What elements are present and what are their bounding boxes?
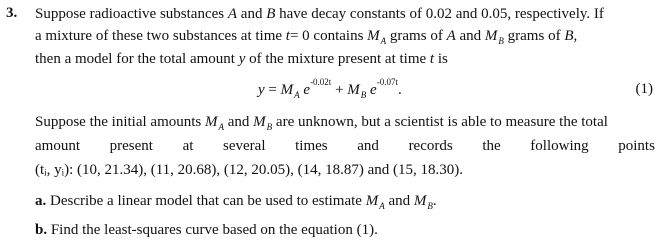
eq-m-a: M	[280, 82, 294, 98]
pa-sub-b: B	[427, 201, 433, 211]
problem-line-2	[35, 27, 577, 46]
time-var: t	[285, 28, 290, 44]
substance-a: A	[446, 28, 456, 44]
part-a	[35, 192, 437, 211]
pa-and: and	[388, 193, 411, 209]
l4-m-a: M	[205, 114, 218, 130]
line-3-text-c: is	[437, 51, 448, 67]
l4-m-b: M	[253, 114, 266, 130]
l5-w9: points	[618, 138, 655, 154]
l5-w1: present	[109, 138, 153, 154]
problem-line-4	[35, 113, 608, 132]
eq-sign: =	[268, 82, 277, 98]
part-b-text: Find the least-squares curve based on the equation (1).	[50, 222, 378, 238]
line-4-text-b: are unknown, but a scientist is able to measure the total	[275, 114, 608, 130]
l5-w3: several	[223, 138, 266, 154]
l5-w0: amount	[35, 138, 80, 154]
l4-sub-a: A	[218, 122, 224, 132]
line-3-text-a: then a model for the total amount	[35, 51, 235, 67]
l5-w8: following	[530, 138, 589, 154]
eq-m-b: M	[347, 82, 360, 98]
problem-line-1	[35, 5, 604, 23]
line-4-text-a: Suppose the initial amounts	[35, 114, 202, 130]
l5-w4: times	[295, 138, 328, 154]
pa-m-b: M	[413, 193, 427, 209]
problem-line-3	[35, 50, 448, 68]
eq-plus: +	[335, 82, 344, 98]
eq-period: .	[397, 82, 402, 98]
part-b	[35, 221, 378, 239]
line-2-text-a: a mixture of these two substances at time	[35, 28, 283, 44]
part-b-label: b.	[35, 222, 48, 238]
problem-number: 3.	[6, 5, 18, 21]
eq-sub-a: A	[294, 90, 300, 100]
equation-1	[258, 77, 402, 100]
sub-a: A	[380, 36, 387, 46]
line-2-text-e: grams of	[507, 28, 561, 44]
substance-b: B	[564, 28, 574, 44]
eq-sub-b: B	[360, 90, 367, 100]
pa-end: .	[432, 193, 437, 209]
part-a-label: a.	[35, 193, 47, 209]
line-1-text: Suppose radioactive substances A and B have decay constants of 0.02 and 0.05, respectively. If	[35, 6, 604, 22]
comma: ,	[573, 28, 578, 44]
time-var-2: t	[429, 51, 435, 67]
problem-line-6	[35, 161, 463, 179]
l4-sub-b: B	[266, 122, 273, 132]
line-2-text-d: and	[459, 28, 482, 44]
eq-exp-b: -0.07t	[376, 77, 398, 87]
pa-sub-a: A	[379, 201, 385, 211]
sub-b: B	[498, 36, 504, 46]
mass-var-b: M	[484, 28, 498, 44]
line-2-text-b: = 0 contains	[289, 28, 364, 44]
line-3-text-b: of the mixture present at time	[249, 51, 427, 67]
eq-e-1: e	[303, 82, 311, 98]
l5-w6: records	[408, 138, 453, 154]
eq-e-2: e	[370, 82, 377, 98]
equation-number: (1)	[635, 81, 653, 97]
line-4-and: and	[227, 114, 250, 130]
problem-line-5	[35, 137, 655, 155]
pa-m-a: M	[365, 193, 379, 209]
amount-var: y	[238, 51, 246, 67]
l5-w5: and	[357, 138, 379, 154]
eq-exp-a: -0.02t	[310, 77, 332, 87]
data-points: (tᵢ, yᵢ): (10, 21.34), (11, 20.68), (12, 20.05), (14, 18.87) and (15, 18.30).	[35, 162, 464, 178]
eq-lhs: y	[258, 82, 265, 98]
l5-w2: at	[182, 138, 194, 154]
line-2-text-c: grams of	[389, 28, 443, 44]
part-a-text: Describe a linear model that can be used to estimate	[50, 193, 362, 209]
l5-w7: the	[482, 138, 501, 154]
mass-var-a: M	[367, 28, 380, 44]
